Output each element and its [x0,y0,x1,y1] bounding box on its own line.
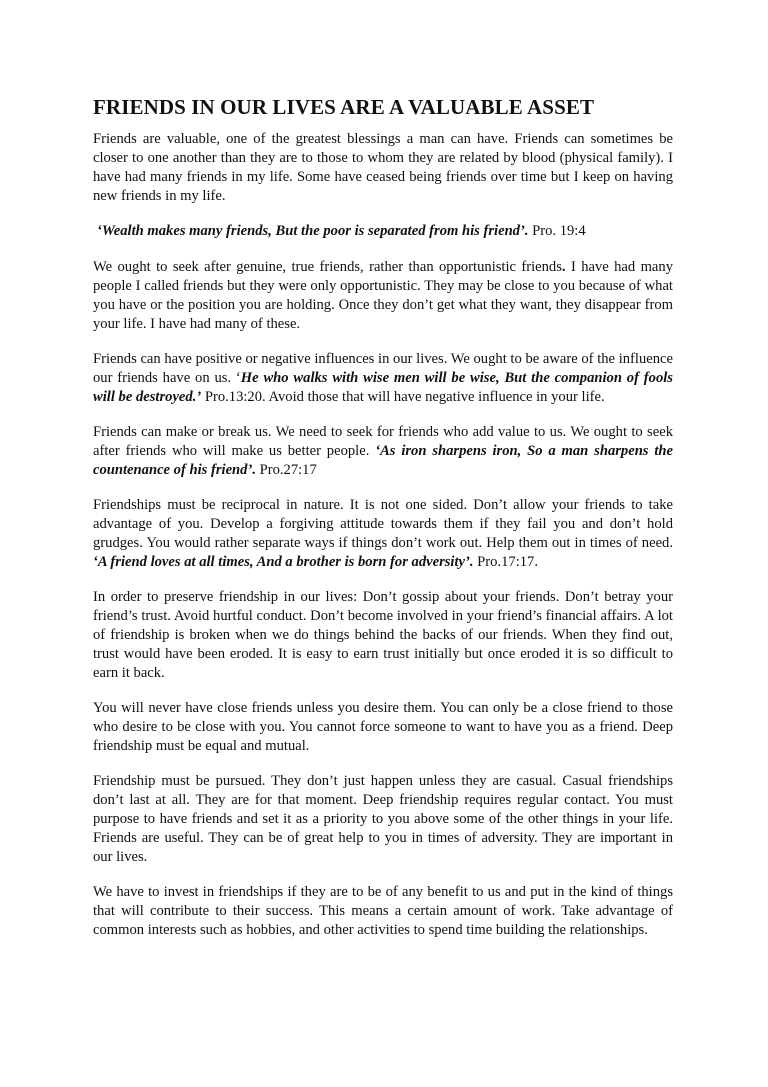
scripture-reference: Pro.27:17 [255,462,317,478]
scripture-quote: He who walks with wise men will be wise, But the companion of fools will be destroyed.’ [93,370,673,405]
paragraph-invest: We have to invest in friendships if they are to be of any benefit to us and put in the kind of things that will contribute to their success. This means a certain amount of work. Take advantage of common interests such as hobbies, and other activities to spend time building the relationships. [93,884,673,938]
paragraph-pursued: Friendship must be pursued. They don’t just happen unless they are casual. Casual friendships don’t last at all. They are for that moment. Deep friendship requires regular contact. You must purpose to have friends and set it as a priority to you above some of the other things in your life. Friends are useful. They can be of great help to you in times of adversity. They are important in our lives. [93,773,673,865]
paragraph-preserve-friendship: In order to preserve friendship in our lives: Don’t gossip about your friends. Don’t betray your friend’s trust. Avoid hurtful conduct. Don’t become involved in your friend’s financial affairs. A lot of friendship is broken when we do things behind the backs of our friends. When they find out, trust would have been eroded. It is easy to earn trust initially but once eroded it is so difficult to earn it back. [93,589,673,681]
paragraph-reciprocal [93,496,673,572]
paragraph-text: We ought to seek after genuine, true friends, rather than opportunistic friends [93,259,562,275]
paragraph-influences [93,350,673,407]
paragraph-make-or-break [93,423,673,480]
scripture-reference: Pro.13:20. Avoid those that will have negative influence in your life. [201,389,605,405]
paragraph-intro: Friends are valuable, one of the greatest blessings a man can have. Friends can sometimes be closer to one another than they are to those to whom they are related by blood (physical family). I have had many friends in my life. Some have ceased being friends over time but I keep on having new friends in my life. [93,131,673,204]
paragraph-text: Friends can make or break us. We need to seek for friends who add value to us. We ought to seek after friends who will make us better people. [93,424,673,459]
paragraph-text: Friends can have positive or negative influences in our lives. We ought to be aware of the influence our friends have on us. ‘ [93,351,673,386]
paragraph-text: I have had many people I called friends but they were only opportunistic. They may be close to you because of what you have or the position you are holding. Once they don’t get what they want, they disappear from your life. I have had many of these. [93,259,673,332]
scripture-reference: Pro. 19:4 [528,223,586,239]
document-body [93,94,673,956]
paragraph-scripture-pro-19-4 [93,222,673,241]
scripture-quote: ‘Wealth makes many friends, But the poor is separated from his friend’. [97,223,529,239]
paragraph-close-friends: You will never have close friends unless you desire them. You can only be a close friend to those who desire to be close with you. You cannot force someone to want to have you as a friend. Deep friendship must be equal and mutual. [93,700,673,754]
document-title: FRIENDS IN OUR LIVES ARE A VALUABLE ASSET [93,95,595,119]
bold-period: . [561,259,566,275]
paragraph-text: Friendships must be reciprocal in nature. It is not one sided. Don’t allow your friends to take advantage of you. Develop a forgiving attitude towards them if they fail you and don’t hold grudges. You would rather separate ways if things don’t work out. Help them out in times of need. [93,497,673,551]
paragraph-genuine-friends [93,258,673,334]
scripture-quote: ‘As iron sharpens iron, So a man sharpens the countenance of his friend’. [93,443,673,478]
scripture-reference: Pro.17:17. [473,554,538,570]
scripture-quote: ‘A friend loves at all times, And a brother is born for adversity’. [93,554,474,570]
